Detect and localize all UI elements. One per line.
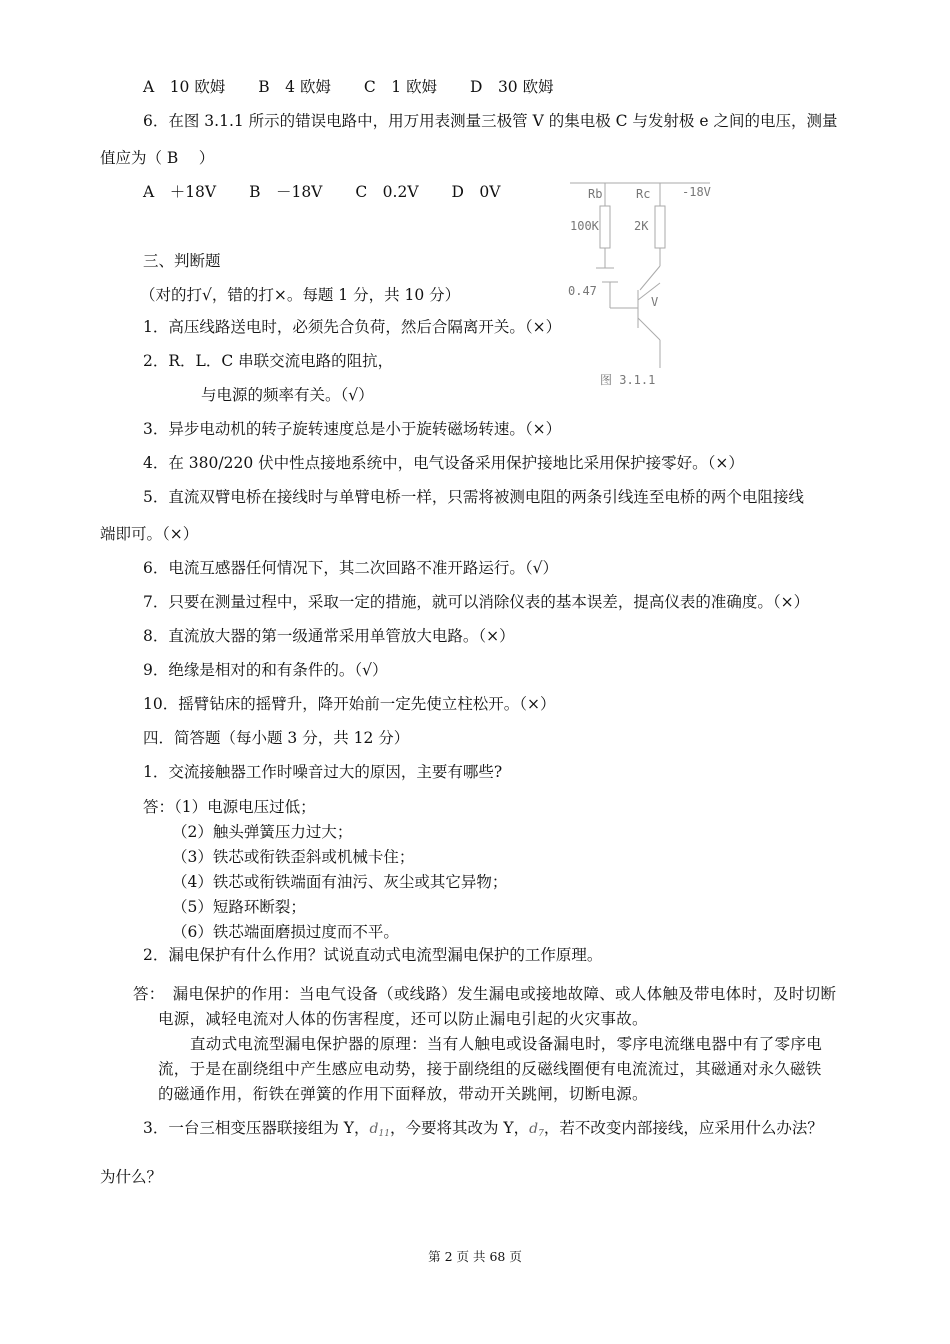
question-3-part3: ，若不改变内部接线，应采用什么办法？ — [543, 1119, 823, 1137]
judge-item-8: 8．直流放大器的第一级通常采用单管放大电路。（×） — [143, 627, 515, 645]
option-a: A ＋18V — [143, 183, 217, 201]
option-c: C 0.2V — [355, 183, 419, 201]
judge-item-4: 4．在 380/220 伏中性点接地系统中，电气设备采用保护接地比采用保护接零好。（×） — [143, 454, 744, 472]
option-c: C 1 欧姆 — [363, 78, 438, 96]
transistor-label: V — [651, 295, 659, 309]
answer-2-line-1: 答： 漏电保护的作用：当电气设备（或线路）发生漏电或接地故障、或人体触及带电体时，及时切断 — [133, 985, 837, 1003]
judge-item-9: 9．绝缘是相对的和有条件的。（√） — [143, 661, 388, 679]
answer-1-line-5: （5）短路环断裂； — [172, 898, 306, 916]
rc-value: 2K — [634, 219, 649, 233]
judge-item-2-cont: 与电源的频率有关。（√） — [201, 386, 374, 404]
question-3-line2: 为什么？ — [100, 1168, 163, 1186]
q6-options — [143, 181, 528, 203]
section3-title: 三、判断题 — [143, 252, 221, 270]
answer-2-line-4: 流，于是在副绕组中产生感应电动势，接于副绕组的反磁线圈便有电流流过，其磁通对永久磁铁 — [158, 1060, 822, 1078]
question-3-part2: ，今要将其改为 Y， — [389, 1119, 530, 1137]
answer-1-line-6: （6）铁芯端面磨损过度而不平。 — [172, 923, 399, 941]
connection-d7: $d_7$ — [529, 1121, 544, 1139]
option-d: D 30 欧姆 — [470, 78, 554, 96]
judge-item-5-cont: 端即可。（×） — [100, 525, 199, 543]
rb-label: Rb — [588, 187, 603, 201]
answer-2-line-5: 的磁通作用，衔铁在弹簧的作用下面释放，带动开关跳闸，切断电源。 — [158, 1085, 648, 1103]
judge-item-2: 2．R．L．C 串联交流电路的阻抗， — [143, 352, 394, 370]
answer-1-line-4: （4）铁芯或衔铁端面有油污、灰尘或其它异物； — [172, 873, 508, 891]
judge-item-1: 1．高压线路送电时，必须先合负荷，然后合隔离开关。（×） — [143, 318, 562, 336]
option-b: B －18V — [249, 183, 323, 201]
supply-label: -18V — [682, 185, 711, 199]
q5-options — [143, 76, 582, 98]
question-2: 2．漏电保护有什么作用？试说直动式电流型漏电保护的工作原理。 — [143, 946, 603, 964]
q6-line2: 值应为（ B ） — [100, 149, 215, 167]
judge-item-10: 10．摇臂钻床的摇臂升，降开始前一定先使立柱松开。（×） — [143, 695, 556, 713]
option-b: B 4 欧姆 — [258, 78, 331, 96]
judge-item-6: 6．电流互感器任何情况下，其二次回路不准开路运行。（√） — [143, 559, 558, 577]
figure-caption: 图 3.1.1 — [600, 373, 656, 387]
circuit-figure — [560, 178, 730, 393]
q6-line1: 6．在图 3.1.1 所示的错误电路中，用万用表测量三极管 V 的集电极 C 与发射极 e 之间的电压，测量 — [143, 112, 838, 130]
section4-title: 四．简答题（每小题 3 分，共 12 分） — [143, 729, 410, 747]
answer-1-line-3: （3）铁芯或衔铁歪斜或机械卡住； — [172, 848, 415, 866]
answer-2-line-2: 电源，减轻电流对人体的伤害程度，还可以防止漏电引起的火灾事故。 — [158, 1010, 648, 1028]
answer-1-line-2: （2）触头弹簧压力过大； — [172, 823, 353, 841]
rb-value: 100K — [570, 219, 599, 233]
answer-1-line-1: 答：（1）电源电压过低； — [143, 798, 316, 816]
connection-d11: $d_{11}$ — [369, 1121, 390, 1139]
section3-instruction: （对的打√，错的打×。每题 1 分，共 10 分） — [140, 286, 461, 304]
question-3 — [143, 1117, 823, 1145]
rc-label: Rc — [636, 187, 651, 201]
answer-2-line-3: 直动式电流型漏电保护器的原理：当有人触电或设备漏电时，零序电流继电器中有了零序电 — [190, 1035, 823, 1053]
rc-resistor — [655, 206, 665, 248]
cap-label: 0.47 — [568, 284, 597, 298]
question-1: 1．交流接触器工作时噪音过大的原因，主要有哪些? — [143, 763, 503, 781]
page-footer: 第 2 页 共 68 页 — [428, 1249, 522, 1264]
question-3-part1: 3．一台三相变压器联接组为 Y， — [143, 1119, 370, 1137]
judge-item-3: 3．异步电动机的转子旋转速度总是小于旋转磁场转速。（×） — [143, 420, 562, 438]
option-d: D 0V — [451, 183, 501, 201]
rb-resistor — [600, 206, 610, 248]
option-a: A 10 欧姆 — [143, 78, 226, 96]
judge-item-5: 5．直流双臂电桥在接线时与单臂电桥一样，只需将被测电阻的两条引线连至电桥的两个电阻接线 — [143, 488, 804, 506]
judge-item-7: 7．只要在测量过程中，采取一定的措施，就可以消除仪表的基本误差，提高仪表的准确度。（×） — [143, 593, 810, 611]
